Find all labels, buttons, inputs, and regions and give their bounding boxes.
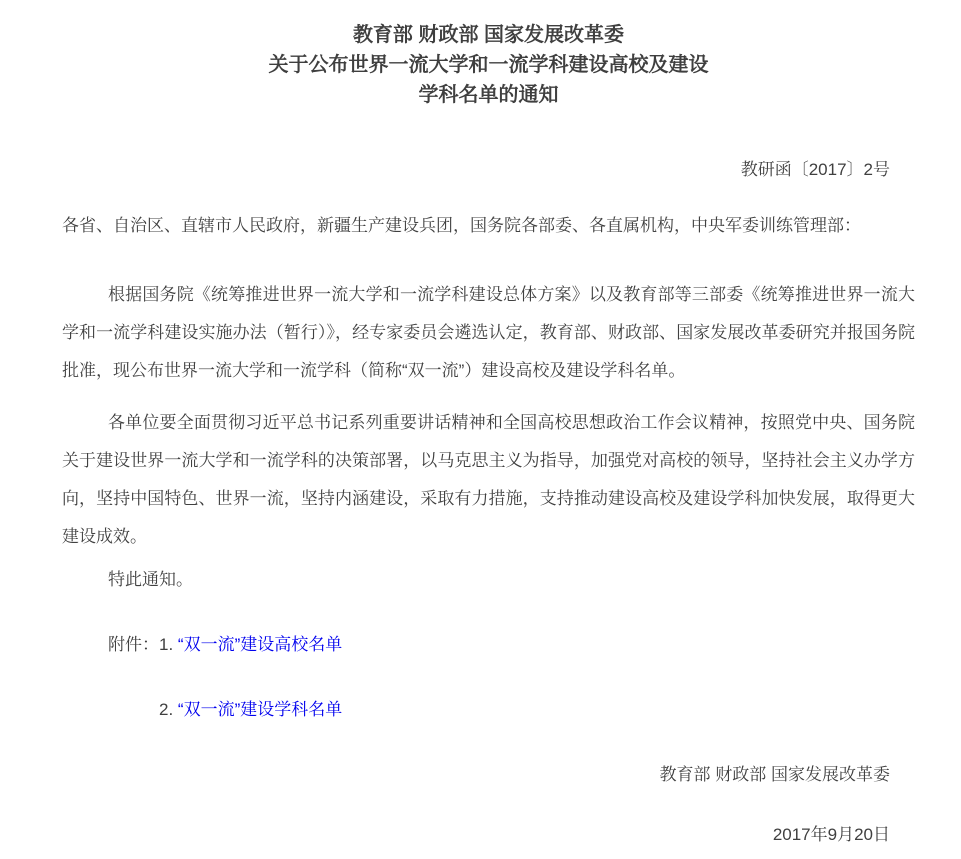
document-number: 教研函〔2017〕2号 — [740, 160, 890, 179]
attachment-link-1[interactable]: “双一流”建设高校名单 — [177, 635, 343, 654]
title-line-3: 学科名单的通知 — [418, 84, 559, 106]
attachment-line-2 — [62, 691, 915, 729]
attachment-label: 附件： — [108, 635, 159, 654]
attachment-number-1: 1. — [159, 635, 174, 654]
signature: 教育部 财政部 国家发展改革委 — [659, 765, 890, 784]
attachment-line-1 — [62, 626, 915, 664]
paragraph-2: 各单位要全面贯彻习近平总书记系列重要讲话精神和全国高校思想政治工作会议精神，按照党中央、国务院关于建设世界一流大学和一流学科的决策部署，以马克思主义为指导，加强党对高校的领导，坚持社会主义办学方向，坚持中国特色、世界一流，坚持内涵建设，采取有力措施，支持推动建设高校及建设学科加快发展，取得更大建设成效。 — [62, 413, 915, 546]
attachment-number-2: 2. — [159, 700, 174, 719]
document-title — [62, 20, 915, 110]
attachment-link-2[interactable]: “双一流”建设学科名单 — [177, 700, 343, 719]
title-line-1: 教育部 财政部 国家发展改革委 — [352, 24, 625, 46]
title-line-2: 关于公布世界一流大学和一流学科建设高校及建设 — [268, 54, 709, 76]
paragraph-1: 根据国务院《统筹推进世界一流大学和一流学科建设总体方案》以及教育部等三部委《统筹推进世界一流大学和一流学科建设实施办法（暂行）》，经专家委员会遴选认定，教育部、财政部、国家发展改革委研究并报国务院批准，现公布世界一流大学和一流学科（简称“双一流”）建设高校及建设学科名单。 — [62, 285, 915, 380]
date: 2017年9月20日 — [772, 825, 890, 844]
salutation: 各省、自治区、直辖市人民政府，新疆生产建设兵团，国务院各部委、各直属机构，中央军委训练管理部： — [62, 216, 861, 235]
closing-line: 特此通知。 — [108, 570, 193, 589]
